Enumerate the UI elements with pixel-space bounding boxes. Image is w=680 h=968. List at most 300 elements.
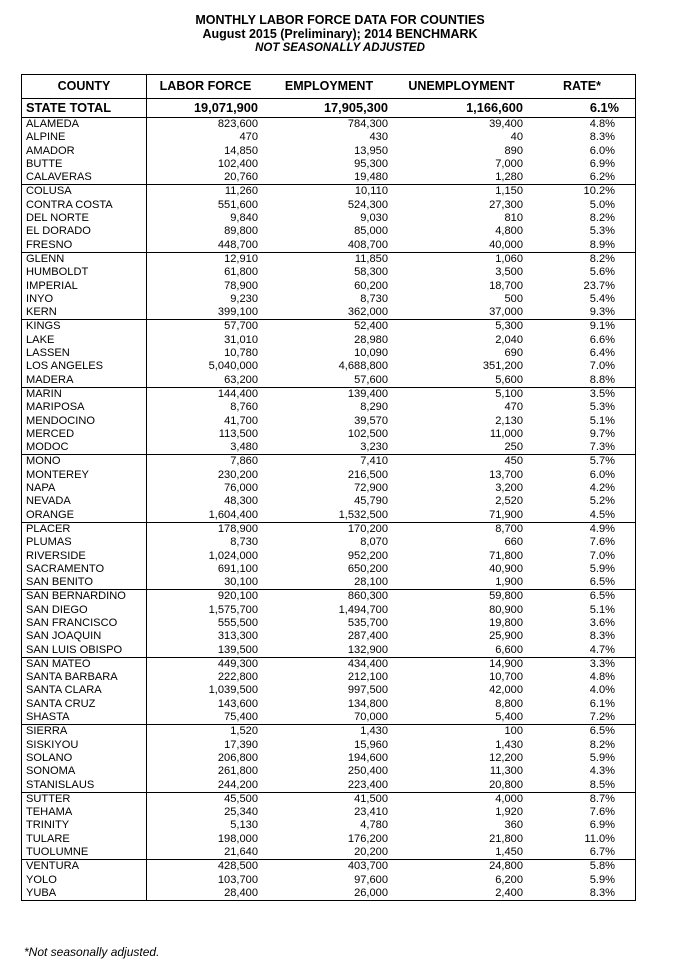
state-total-unemployment: 1,166,600 — [394, 99, 529, 118]
rate-value: 5.8% — [529, 860, 636, 874]
employment-value: 7,410 — [264, 455, 394, 469]
unemployment-value: 250 — [504, 441, 523, 454]
column-header-row — [22, 75, 636, 99]
labor-force-value: 222,800 — [217, 671, 258, 684]
county-row — [22, 293, 636, 306]
labor-force-value: 5,040,000 — [208, 360, 258, 373]
labor-force-value: 428,500 — [147, 860, 265, 874]
employment-value: 85,000 — [354, 225, 388, 238]
county-name: ALPINE — [22, 131, 147, 144]
county-name: NEVADA — [22, 495, 147, 508]
rate-value: 5.7% — [529, 455, 636, 469]
rate-value: 9.7% — [529, 428, 636, 441]
unemployment-value: 1,900 — [495, 576, 523, 589]
employment-value: 8,290 — [360, 401, 388, 414]
rate-value: 8.5% — [529, 779, 636, 793]
rate-value: 6.5% — [529, 576, 636, 590]
county-row — [22, 199, 636, 212]
labor-force-value: 1,039,500 — [208, 684, 258, 697]
rate-value: 8.3% — [529, 887, 636, 901]
county-name: SOLANO — [22, 752, 147, 765]
county-name: SAN BERNARDINO — [22, 590, 147, 604]
county-name: STANISLAUS — [22, 779, 147, 793]
labor-force-value: 57,700 — [147, 320, 265, 334]
county-row — [22, 833, 636, 846]
employment-value: 860,300 — [264, 590, 394, 604]
labor-force-value: 21,640 — [224, 846, 258, 859]
employment-value: 39,570 — [354, 414, 388, 427]
unemployment-value: 13,700 — [489, 468, 523, 481]
unemployment-value: 20,800 — [489, 778, 523, 791]
rate-value: 4.0% — [529, 684, 636, 697]
employment-value: 1,494,700 — [338, 603, 388, 616]
rate-value: 5.3% — [529, 401, 636, 414]
county-row — [22, 415, 636, 428]
employment-value: 52,400 — [264, 320, 394, 334]
county-row — [22, 630, 636, 643]
employment-value: 403,700 — [264, 860, 394, 874]
rate-value: 5.4% — [529, 293, 636, 306]
county-name: SONOMA — [22, 765, 147, 778]
unemployment-value: 660 — [504, 536, 523, 549]
county-name: VENTURA — [22, 860, 147, 874]
state-total-label: STATE TOTAL — [22, 99, 147, 118]
employment-value: 60,200 — [354, 279, 388, 292]
rate-value: 11.0% — [529, 833, 636, 846]
rate-value: 8.7% — [529, 792, 636, 806]
rate-value: 3.6% — [529, 617, 636, 630]
county-name: TUOLUMNE — [22, 846, 147, 860]
county-name: MONTEREY — [22, 469, 147, 482]
labor-force-value: 76,000 — [224, 482, 258, 495]
employment-value: 11,850 — [264, 252, 394, 266]
column-header-unemployment: UNEMPLOYMENT — [394, 75, 529, 99]
employment-value: 535,700 — [347, 616, 388, 629]
unemployment-value: 4,800 — [495, 225, 523, 238]
county-name: MARIN — [22, 387, 147, 401]
labor-force-value: 11,260 — [147, 185, 265, 199]
county-name: CALAVERAS — [22, 171, 147, 185]
rate-value: 7.6% — [529, 536, 636, 549]
employment-value: 57,600 — [354, 373, 388, 386]
county-name: RIVERSIDE — [22, 550, 147, 563]
employment-value: 23,410 — [354, 806, 388, 819]
unemployment-value: 5,100 — [394, 387, 529, 401]
unemployment-value: 42,000 — [489, 684, 523, 697]
county-row — [22, 347, 636, 360]
employment-value: 20,200 — [354, 846, 388, 859]
county-name: SAN DIEGO — [22, 604, 147, 617]
rate-value: 8.9% — [529, 239, 636, 253]
county-row — [22, 739, 636, 752]
county-row — [22, 280, 636, 293]
county-name: DEL NORTE — [22, 212, 147, 225]
labor-force-value: 178,900 — [147, 522, 265, 536]
rate-value: 9.3% — [529, 306, 636, 320]
unemployment-value: 40,900 — [489, 562, 523, 575]
rate-value: 6.7% — [529, 846, 636, 860]
labor-force-value: 12,910 — [147, 252, 265, 266]
labor-force-value: 143,600 — [217, 697, 258, 710]
county-row — [22, 563, 636, 576]
county-name: COLUSA — [22, 185, 147, 199]
unemployment-value: 360 — [504, 819, 523, 832]
rate-value: 3.3% — [529, 657, 636, 671]
county-row — [22, 604, 636, 617]
county-name: SISKIYOU — [22, 739, 147, 752]
rate-value: 6.4% — [529, 347, 636, 360]
county-name: KINGS — [22, 320, 147, 334]
labor-force-value: 144,400 — [147, 387, 265, 401]
employment-value: 15,960 — [354, 738, 388, 751]
county-name: KERN — [22, 306, 147, 320]
county-name: ORANGE — [22, 509, 147, 523]
labor-force-table — [21, 74, 636, 901]
employment-value: 650,200 — [347, 562, 388, 575]
employment-value: 408,700 — [347, 238, 388, 251]
county-name: PLUMAS — [22, 536, 147, 549]
rate-value: 5.9% — [529, 752, 636, 765]
unemployment-value: 18,700 — [489, 279, 523, 292]
labor-force-value: 14,850 — [224, 144, 258, 157]
county-row — [22, 360, 636, 373]
county-row — [22, 644, 636, 658]
employment-value: 784,300 — [347, 118, 388, 130]
rate-value: 6.9% — [529, 819, 636, 832]
unemployment-value: 1,150 — [394, 185, 529, 199]
employment-value: 139,400 — [264, 387, 394, 401]
rate-value: 8.3% — [529, 630, 636, 643]
unemployment-value: 11,000 — [489, 427, 523, 440]
column-header-rate: RATE* — [529, 75, 636, 99]
labor-force-value: 28,400 — [147, 887, 265, 901]
county-row — [22, 495, 636, 508]
unemployment-value: 4,000 — [394, 792, 529, 806]
county-row — [22, 684, 636, 697]
unemployment-value: 2,130 — [495, 414, 523, 427]
unemployment-value: 12,200 — [489, 751, 523, 764]
county-name: SAN MATEO — [22, 657, 147, 671]
county-name: LOS ANGELES — [22, 360, 147, 373]
state-total-row — [22, 99, 636, 118]
county-row — [22, 765, 636, 778]
unemployment-value: 690 — [504, 347, 523, 360]
county-row — [22, 118, 636, 132]
rate-value: 7.3% — [529, 441, 636, 455]
county-name: SAN LUIS OBISPO — [22, 644, 147, 658]
unemployment-value: 21,800 — [489, 832, 523, 845]
county-name: YUBA — [22, 887, 147, 901]
labor-force-value: 261,800 — [217, 765, 258, 778]
rate-value: 6.2% — [529, 171, 636, 185]
county-name: MENDOCINO — [22, 415, 147, 428]
employment-value: 430 — [369, 131, 388, 144]
rate-value: 6.0% — [529, 469, 636, 482]
employment-value: 134,800 — [347, 697, 388, 710]
unemployment-value: 470 — [504, 401, 523, 414]
employment-value: 434,400 — [264, 657, 394, 671]
labor-force-value: 78,900 — [224, 279, 258, 292]
employment-value: 8,730 — [360, 292, 388, 305]
labor-force-value: 139,500 — [217, 643, 258, 656]
rate-value: 6.0% — [529, 145, 636, 158]
labor-force-value: 61,800 — [224, 266, 258, 279]
county-name: MADERA — [22, 374, 147, 388]
county-row — [22, 617, 636, 630]
labor-force-value: 449,300 — [147, 657, 265, 671]
employment-value: 28,100 — [354, 576, 388, 589]
unemployment-value: 3,500 — [495, 266, 523, 279]
labor-force-value: 113,500 — [218, 427, 258, 440]
county-name: MERCED — [22, 428, 147, 441]
rate-value: 6.5% — [529, 725, 636, 739]
county-row — [22, 455, 636, 469]
county-row — [22, 252, 636, 266]
county-row — [22, 725, 636, 739]
unemployment-value: 8,800 — [495, 697, 523, 710]
employment-value: 212,100 — [347, 671, 388, 684]
rate-value: 23.7% — [529, 280, 636, 293]
labor-force-value: 198,000 — [217, 832, 258, 845]
labor-force-value: 48,300 — [224, 495, 258, 508]
employment-value: 26,000 — [264, 887, 394, 901]
employment-value: 3,230 — [360, 441, 388, 454]
employment-value: 250,400 — [347, 765, 388, 778]
unemployment-value: 1,920 — [495, 806, 523, 819]
unemployment-value: 27,300 — [489, 198, 523, 211]
unemployment-value: 1,280 — [495, 171, 523, 184]
rate-value: 8.2% — [529, 739, 636, 752]
county-row — [22, 212, 636, 225]
unemployment-value: 450 — [394, 455, 529, 469]
unemployment-value: 7,000 — [495, 157, 523, 170]
county-row — [22, 266, 636, 279]
county-row — [22, 846, 636, 860]
county-row — [22, 441, 636, 455]
county-name: EL DORADO — [22, 225, 147, 238]
county-name: TEHAMA — [22, 806, 147, 819]
unemployment-value: 1,430 — [495, 738, 523, 751]
unemployment-value: 3,200 — [495, 482, 523, 495]
county-name: AMADOR — [22, 145, 147, 158]
employment-value: 19,480 — [354, 171, 388, 184]
rate-value: 5.2% — [529, 495, 636, 508]
county-name: LASSEN — [22, 347, 147, 360]
rate-value: 4.3% — [529, 765, 636, 778]
unemployment-value: 11,300 — [489, 765, 523, 778]
labor-force-value: 102,400 — [217, 157, 258, 170]
labor-force-value: 10,780 — [224, 347, 258, 360]
page-subtitle: August 2015 (Preliminary); 2014 BENCHMARK — [202, 27, 478, 41]
unemployment-value: 5,600 — [495, 373, 523, 386]
labor-force-value: 313,300 — [217, 630, 258, 643]
employment-value: 194,600 — [347, 751, 388, 764]
county-row — [22, 806, 636, 819]
county-row — [22, 145, 636, 158]
unemployment-value: 351,200 — [482, 360, 523, 373]
unemployment-value: 2,040 — [495, 333, 523, 346]
employment-value: 28,980 — [354, 333, 388, 346]
county-row — [22, 239, 636, 253]
rate-value: 5.9% — [529, 874, 636, 887]
employment-value: 41,500 — [264, 792, 394, 806]
county-row — [22, 320, 636, 334]
county-name: TULARE — [22, 833, 147, 846]
county-name: TRINITY — [22, 819, 147, 832]
rate-value: 5.0% — [529, 199, 636, 212]
labor-force-value: 25,340 — [224, 806, 258, 819]
rate-value: 7.0% — [529, 550, 636, 563]
county-name: INYO — [22, 293, 147, 306]
rate-value: 6.9% — [529, 158, 636, 171]
labor-force-value: 31,010 — [224, 333, 258, 346]
employment-value: 997,500 — [347, 684, 388, 697]
county-name: SUTTER — [22, 792, 147, 806]
county-name: SAN JOAQUIN — [22, 630, 147, 643]
county-name: HUMBOLDT — [22, 266, 147, 279]
labor-force-value: 20,760 — [224, 171, 258, 184]
rate-value: 5.1% — [529, 604, 636, 617]
unemployment-value: 37,000 — [489, 306, 523, 319]
rate-value: 8.2% — [529, 212, 636, 225]
unemployment-value: 5,400 — [495, 711, 523, 724]
unemployment-value: 1,060 — [394, 252, 529, 266]
employment-value: 1,430 — [264, 725, 394, 739]
rate-value: 7.0% — [529, 360, 636, 373]
unemployment-value: 500 — [504, 292, 523, 305]
labor-force-value: 230,200 — [217, 468, 258, 481]
unemployment-value: 14,900 — [394, 657, 529, 671]
unemployment-value: 2,400 — [394, 887, 529, 901]
labor-force-value: 63,200 — [224, 373, 258, 386]
employment-value: 45,790 — [354, 495, 388, 508]
county-row — [22, 387, 636, 401]
labor-force-value: 7,860 — [147, 455, 265, 469]
employment-value: 952,200 — [347, 549, 388, 562]
county-name: SIERRA — [22, 725, 147, 739]
rate-value: 4.8% — [529, 118, 636, 132]
rate-value: 8.2% — [529, 252, 636, 266]
county-row — [22, 550, 636, 563]
employment-value: 223,400 — [347, 778, 388, 791]
unemployment-value: 40 — [510, 131, 523, 144]
labor-force-value: 41,700 — [224, 414, 258, 427]
employment-value: 4,688,800 — [338, 360, 388, 373]
unemployment-value: 810 — [504, 212, 523, 225]
employment-value: 10,090 — [354, 347, 388, 360]
rate-value: 5.3% — [529, 225, 636, 238]
county-row — [22, 752, 636, 765]
county-name: YOLO — [22, 874, 147, 887]
county-row — [22, 536, 636, 549]
county-row — [22, 482, 636, 495]
labor-force-value: 920,100 — [147, 590, 265, 604]
labor-force-value: 17,390 — [224, 738, 258, 751]
county-row — [22, 819, 636, 832]
employment-value: 95,300 — [354, 157, 388, 170]
employment-value: 170,200 — [264, 522, 394, 536]
labor-force-value: 1,024,000 — [208, 549, 258, 562]
labor-force-value: 244,200 — [217, 778, 258, 791]
unemployment-value: 6,600 — [495, 643, 523, 656]
rate-value: 3.5% — [529, 387, 636, 401]
labor-force-value: 1,575,700 — [208, 603, 258, 616]
state-total-rate: 6.1% — [529, 99, 636, 118]
employment-value: 13,950 — [354, 144, 388, 157]
unemployment-value: 8,700 — [394, 522, 529, 536]
employment-value: 287,400 — [347, 630, 388, 643]
employment-value: 216,500 — [347, 468, 388, 481]
unemployment-value: 2,520 — [495, 495, 523, 508]
employment-value: 524,300 — [347, 198, 388, 211]
county-name: FRESNO — [22, 239, 147, 253]
labor-force-value: 75,400 — [224, 711, 258, 724]
rate-value: 6.5% — [529, 590, 636, 604]
rate-value: 5.9% — [529, 563, 636, 576]
column-header-employment: EMPLOYMENT — [264, 75, 394, 99]
unemployment-value: 71,800 — [489, 549, 523, 562]
county-row — [22, 401, 636, 414]
employment-value: 1,532,500 — [338, 508, 388, 521]
county-row — [22, 374, 636, 388]
county-row — [22, 509, 636, 523]
employment-value: 176,200 — [347, 832, 388, 845]
unemployment-value: 39,400 — [489, 118, 523, 130]
employment-value: 8,070 — [360, 536, 388, 549]
unemployment-value: 100 — [394, 725, 529, 739]
unemployment-value: 10,700 — [489, 671, 523, 684]
county-name: SAN FRANCISCO — [22, 617, 147, 630]
labor-force-value: 9,230 — [230, 292, 258, 305]
county-row — [22, 590, 636, 604]
labor-force-value: 103,700 — [217, 873, 258, 886]
employment-value: 9,030 — [360, 212, 388, 225]
unemployment-value: 71,900 — [489, 508, 523, 521]
footnote: *Not seasonally adjusted. — [24, 945, 160, 959]
employment-value: 72,900 — [354, 482, 388, 495]
rate-value: 7.2% — [529, 711, 636, 725]
county-name: SANTA CRUZ — [22, 698, 147, 711]
county-row — [22, 306, 636, 320]
rate-value: 4.9% — [529, 522, 636, 536]
rate-value: 4.8% — [529, 671, 636, 684]
county-name: LAKE — [22, 334, 147, 347]
county-row — [22, 225, 636, 238]
unemployment-value: 25,900 — [489, 630, 523, 643]
labor-force-value: 470 — [239, 131, 258, 144]
rate-value: 6.6% — [529, 334, 636, 347]
labor-force-value: 691,100 — [217, 562, 258, 575]
unemployment-value: 6,200 — [495, 873, 523, 886]
county-row — [22, 792, 636, 806]
labor-force-value: 89,800 — [224, 225, 258, 238]
county-name: IMPERIAL — [22, 280, 147, 293]
rate-value: 8.3% — [529, 131, 636, 144]
county-name: SANTA CLARA — [22, 684, 147, 697]
county-row — [22, 657, 636, 671]
labor-force-value: 206,800 — [217, 751, 258, 764]
county-name: SACRAMENTO — [22, 563, 147, 576]
county-row — [22, 711, 636, 725]
county-row — [22, 671, 636, 684]
rate-value: 4.7% — [529, 644, 636, 658]
county-row — [22, 887, 636, 901]
table-body — [22, 75, 636, 901]
county-row — [22, 334, 636, 347]
county-name: CONTRA COSTA — [22, 199, 147, 212]
county-row — [22, 860, 636, 874]
labor-force-value: 5,130 — [230, 819, 258, 832]
